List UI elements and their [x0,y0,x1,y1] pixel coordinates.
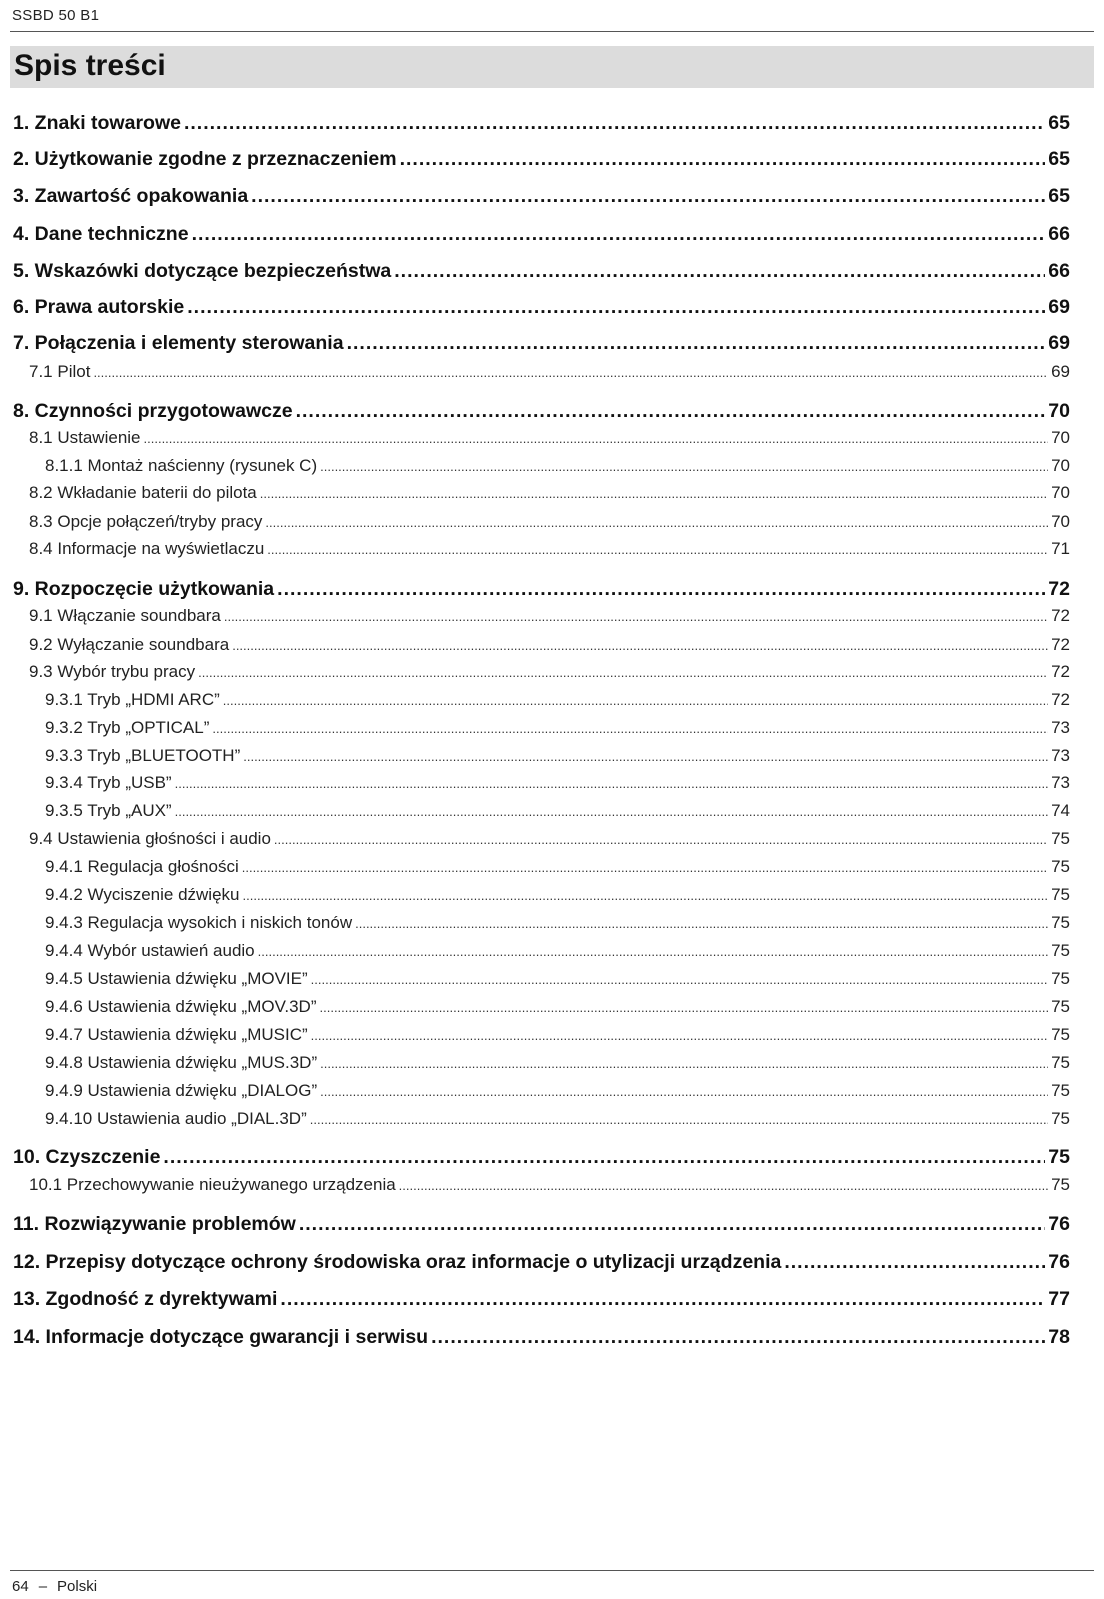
toc-entry-label: 10. Czyszczenie [13,1146,161,1168]
toc-title: Spis treści [14,49,166,82]
toc-entry-page: 72 [1051,635,1070,654]
toc-entry-label: 9.4.4 Wybór ustawień audio [45,941,255,960]
toc-entry[interactable] [29,539,1070,559]
toc-entry[interactable] [13,185,1070,208]
toc-entry[interactable] [45,857,1070,877]
toc-entry-label: 9.4.6 Ustawienia dźwięku „MOV.3D” [45,997,317,1016]
toc-entry-label: 9.4.8 Ustawienia dźwięku „MUS.3D” [45,1053,318,1072]
toc-leader-dots [175,804,1048,819]
toc-entry[interactable] [29,1175,1070,1195]
toc-leader-dots [320,1000,1049,1015]
toc-entry-page: 70 [1048,400,1070,422]
toc-entry-label: 8.4 Informacje na wyświetlaczu [29,539,265,558]
toc-entry[interactable] [45,746,1070,766]
toc-entry-label: 5. Wskazówki dotyczące bezpieczeństwa [13,260,392,282]
toc-entry[interactable] [45,997,1070,1017]
toc-entry[interactable] [13,260,1070,283]
toc-entry-label: 8.2 Wkładanie baterii do pilota [29,483,257,502]
toc-entry[interactable] [45,1025,1070,1045]
toc-entry-page: 65 [1048,185,1070,207]
toc-entry[interactable] [13,1146,1070,1169]
page-footer [12,1578,107,1595]
toc-entry[interactable] [29,362,1070,382]
toc-entry-page: 75 [1051,857,1070,876]
toc-entry-label: 9.3.1 Tryb „HDMI ARC” [45,690,220,709]
toc-entry-label: 9.3.5 Tryb „AUX” [45,801,172,820]
toc-entry-label: 9.3.3 Tryb „BLUETOOTH” [45,746,241,765]
toc-entry-page: 74 [1051,801,1070,820]
toc-entry-label: 13. Zgodność z dyrektywami [13,1288,278,1310]
toc-entry-page: 77 [1048,1288,1070,1310]
toc-entry[interactable] [13,332,1070,355]
toc-entry-label: 7. Połączenia i elementy sterowania [13,332,344,354]
toc-entry-page: 72 [1051,662,1070,681]
toc-entry[interactable] [29,606,1070,626]
toc-leader-dots [260,486,1048,501]
toc-leader-dots [223,693,1048,708]
toc-entry[interactable] [29,512,1070,532]
toc-entry-label: 10.1 Przechowywanie nieużywanego urządzenia [29,1175,396,1194]
toc-entry-label: 8.3 Opcje połączeń/tryby pracy [29,512,263,531]
toc-entry[interactable] [45,885,1070,905]
toc-entry-label: 9.4.7 Ustawienia dźwięku „MUSIC” [45,1025,308,1044]
toc-leader-dots [784,1251,1045,1274]
toc-entry-label: 11. Rozwiązywanie problemów [13,1213,296,1235]
toc-leader-dots [299,1213,1045,1236]
toc-entry-label: 9.4.2 Wyciszenie dźwięku [45,885,240,904]
toc-entry-page: 75 [1051,1109,1070,1128]
toc-entry-page: 75 [1051,1175,1070,1194]
toc-entry-label: 8. Czynności przygotowawcze [13,400,293,422]
toc-entry-label: 9.4.3 Regulacja wysokich i niskich tonów [45,913,353,932]
toc-entry-page: 75 [1051,1053,1070,1072]
toc-entry[interactable] [29,428,1070,448]
toc-leader-dots [320,1056,1048,1071]
toc-entry-page: 72 [1051,690,1070,709]
toc-entry-page: 70 [1051,512,1070,531]
toc-entry[interactable] [45,456,1070,476]
toc-entry-label: 9.4 Ustawienia głośności i audio [29,829,271,848]
toc-entry-page: 65 [1048,112,1070,134]
toc-entry[interactable] [13,1213,1070,1236]
toc-leader-dots [224,609,1048,624]
toc-entry-label: 9.1 Włączanie soundbara [29,606,221,625]
toc-entry-page: 78 [1048,1326,1070,1348]
toc-leader-dots [265,515,1048,530]
toc-leader-dots [355,916,1048,931]
toc-entry-page: 70 [1051,483,1070,502]
toc-entry-label: 9.4.9 Ustawienia dźwięku „DIALOG” [45,1081,318,1100]
toc-leader-dots [280,1288,1045,1311]
toc-entry-label: 9.3.2 Tryb „OPTICAL” [45,718,210,737]
toc-entry-label: 12. Przepisy dotyczące ochrony środowiska oraz informacje o utylizacji urządzenia [13,1251,782,1273]
toc-leader-dots [184,112,1045,135]
footer-rule [10,1570,1094,1571]
toc-leader-dots [296,400,1046,423]
toc-entry[interactable] [29,662,1070,682]
toc-entry[interactable] [13,223,1070,246]
toc-entry[interactable] [45,773,1070,793]
toc-leader-dots [212,721,1048,736]
toc-leader-dots [242,860,1048,875]
toc-entry[interactable] [13,578,1070,601]
toc-leader-dots [399,1178,1048,1193]
toc-entry-label: 9.3 Wybór trybu pracy [29,662,196,681]
toc-leader-dots [310,1112,1048,1127]
toc-entry-page: 70 [1051,428,1070,447]
toc-entry[interactable] [45,690,1070,710]
toc-leader-dots [175,776,1048,791]
toc-entry-label: 8.1.1 Montaż naścienny (rysunek C) [45,456,318,475]
toc-entry[interactable] [29,635,1070,655]
toc-leader-dots [274,832,1048,847]
toc-entry-label: 14. Informacje dotyczące gwarancji i serwisu [13,1326,429,1348]
toc-entry[interactable] [29,829,1070,849]
toc-entry[interactable] [45,913,1070,933]
toc-entry-page: 70 [1051,456,1070,475]
toc-leader-dots [243,749,1048,764]
toc-entry[interactable] [45,1109,1070,1129]
toc-leader-dots [320,1084,1048,1099]
toc-entry-page: 75 [1051,829,1070,848]
toc-entry-label: 9. Rozpoczęcie użytkowania [13,578,275,600]
toc-entry[interactable] [13,1251,1070,1274]
toc-leader-dots [192,223,1046,246]
toc-entry-page: 69 [1051,362,1070,381]
toc-entry-page: 65 [1048,148,1070,170]
toc-leader-dots [144,431,1049,446]
toc-entry[interactable] [45,801,1070,821]
toc-leader-dots [311,972,1048,987]
toc-entry-page: 66 [1048,260,1070,282]
toc-entry-page: 75 [1048,1146,1070,1168]
toc-entry-label: 9.4.1 Regulacja głośności [45,857,239,876]
toc-entry-page: 76 [1048,1251,1070,1273]
toc-entry-page: 75 [1051,885,1070,904]
toc-entry-page: 66 [1048,223,1070,245]
toc-leader-dots [431,1326,1045,1349]
toc-entry-page: 75 [1051,913,1070,932]
toc-leader-dots [258,944,1048,959]
toc-entry[interactable] [13,1326,1070,1349]
toc-entry-page: 69 [1048,332,1070,354]
toc-leader-dots [187,296,1045,319]
toc-leader-dots [243,888,1049,903]
toc-leader-dots [394,260,1045,283]
toc-entry-page: 75 [1051,941,1070,960]
page-number: 64 [12,1578,29,1595]
toc-entry-page: 75 [1051,969,1070,988]
toc-entry[interactable] [13,112,1070,135]
footer-separator: – [38,1578,48,1595]
toc-entry[interactable] [13,400,1070,423]
toc-entry-page: 75 [1051,1025,1070,1044]
toc-entry[interactable] [13,296,1070,319]
toc-entry-page: 69 [1048,296,1070,318]
toc-entry-label: 9.4.10 Ustawienia audio „DIAL.3D” [45,1109,307,1128]
toc-leader-dots [232,638,1048,653]
toc-leader-dots [311,1028,1048,1043]
toc-entry-label: 8.1 Ustawienie [29,428,141,447]
toc-entry-label: 2. Użytkowanie zgodne z przeznaczeniem [13,148,397,170]
toc-leader-dots [277,578,1045,601]
toc-leader-dots [93,365,1048,380]
toc-entry-label: 9.3.4 Tryb „USB” [45,773,172,792]
footer-language: Polski [57,1578,98,1595]
toc-leader-dots [347,332,1046,355]
toc-entry-label: 3. Zawartość opakowania [13,185,249,207]
toc-entry-page: 73 [1051,746,1070,765]
toc-entry-page: 71 [1051,539,1070,558]
toc-entry[interactable] [45,1053,1070,1073]
toc-entry[interactable] [45,1081,1070,1101]
toc-entry-label: 9.2 Wyłączanie soundbara [29,635,230,654]
toc-entry-page: 73 [1051,718,1070,737]
toc-leader-dots [198,665,1048,680]
toc-entry[interactable] [13,1288,1070,1311]
toc-entry-page: 75 [1051,1081,1070,1100]
toc-entry-label: 1. Znaki towarowe [13,112,181,134]
toc-leader-dots [320,459,1048,474]
toc-leader-dots [163,1146,1045,1169]
toc-entry[interactable] [45,969,1070,989]
toc-entry-page: 76 [1048,1213,1070,1235]
toc-entry[interactable] [45,941,1070,961]
toc-leader-dots [251,185,1045,208]
toc-entry[interactable] [13,148,1070,171]
toc-entry-label: 7.1 Pilot [29,362,91,381]
document-model-header: SSBD 50 B1 [12,7,100,24]
toc-leader-dots [400,148,1046,171]
toc-entry-label: 6. Prawa autorskie [13,296,185,318]
toc-entry-label: 9.4.5 Ustawienia dźwięku „MOVIE” [45,969,308,988]
toc-entry-page: 75 [1051,997,1070,1016]
toc-entry-page: 73 [1051,773,1070,792]
toc-entry-page: 72 [1048,578,1070,600]
toc-leader-dots [267,542,1048,557]
toc-entry-label: 4. Dane techniczne [13,223,189,245]
toc-entry[interactable] [45,718,1070,738]
toc-entry-page: 72 [1051,606,1070,625]
toc-entry[interactable] [29,483,1070,503]
